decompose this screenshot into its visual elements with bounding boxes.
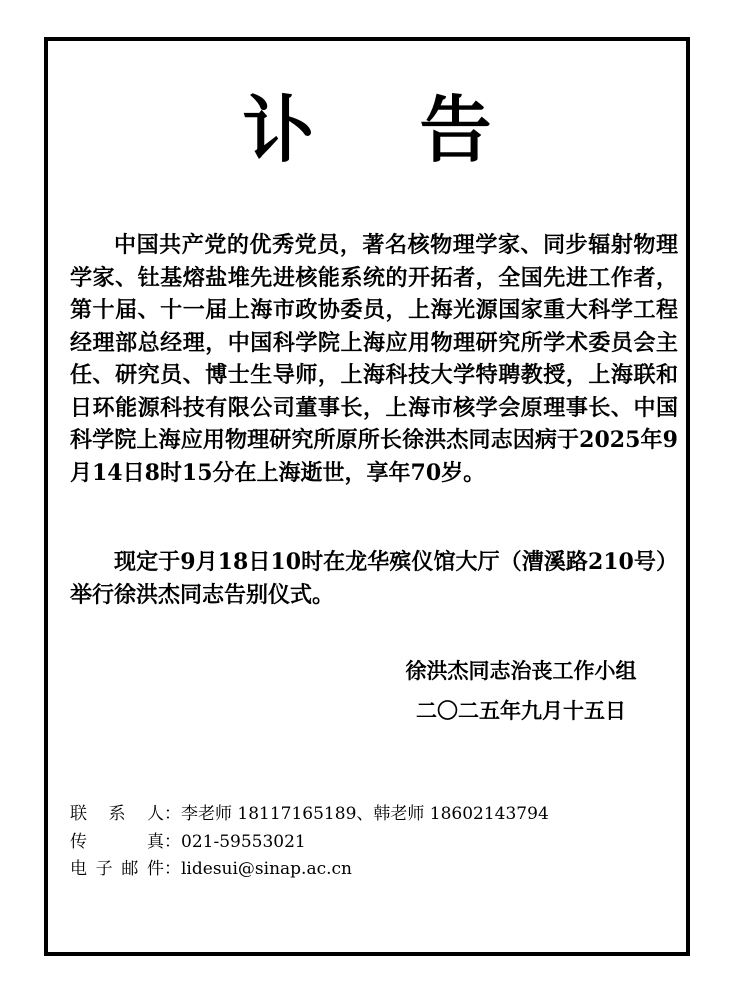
- contact-value: 021-59553021: [181, 831, 306, 852]
- contact-row-email: [70, 856, 670, 884]
- page-title: 讣 告: [242, 88, 532, 172]
- obituary-paragraph: 中国共产党的优秀党员，著名核物理学家、同步辐射物理学家、钍基熔盐堆先进核能系统的开拓者，全国先进工作者，第十届、十一届上海市政协委员，上海光源国家重大科学工程经理部总经理，中国科学院上海应用物理研究所学术委员会主任、研究员、博士生导师，上海科技大学特聘教授，上海联和日环能源科技有限公司董事长，上海市核学会原理事长、中国科学院上海应用物理研究所原所长徐洪杰同志因病于2025年9月14日8时15分在上海逝世，享年70岁。: [70, 232, 678, 486]
- contact-value: 李老师 18117165189、韩老师 18602143794: [181, 804, 549, 824]
- signature-organization: 徐洪杰同志治丧工作小组: [405, 658, 637, 683]
- contact-label: 联 系 人: [70, 804, 164, 824]
- signature-date: 二〇二五年九月十五日: [416, 698, 626, 723]
- contact-separator: ：: [164, 859, 181, 879]
- contact-row-fax: [70, 829, 670, 857]
- contact-label: 电子邮件: [70, 859, 164, 879]
- contact-separator: ：: [164, 804, 181, 824]
- ceremony-paragraph: 现定于9月18日10时在龙华殡仪馆大厅（漕溪路210号）举行徐洪杰同志告别仪式。: [70, 549, 678, 608]
- contact-label: 传 真: [70, 831, 164, 852]
- contact-row-person: [70, 801, 670, 829]
- contact-info: [70, 801, 670, 884]
- contact-separator: ：: [164, 831, 181, 852]
- contact-value[interactable]: lidesui@sinap.ac.cn: [181, 859, 352, 879]
